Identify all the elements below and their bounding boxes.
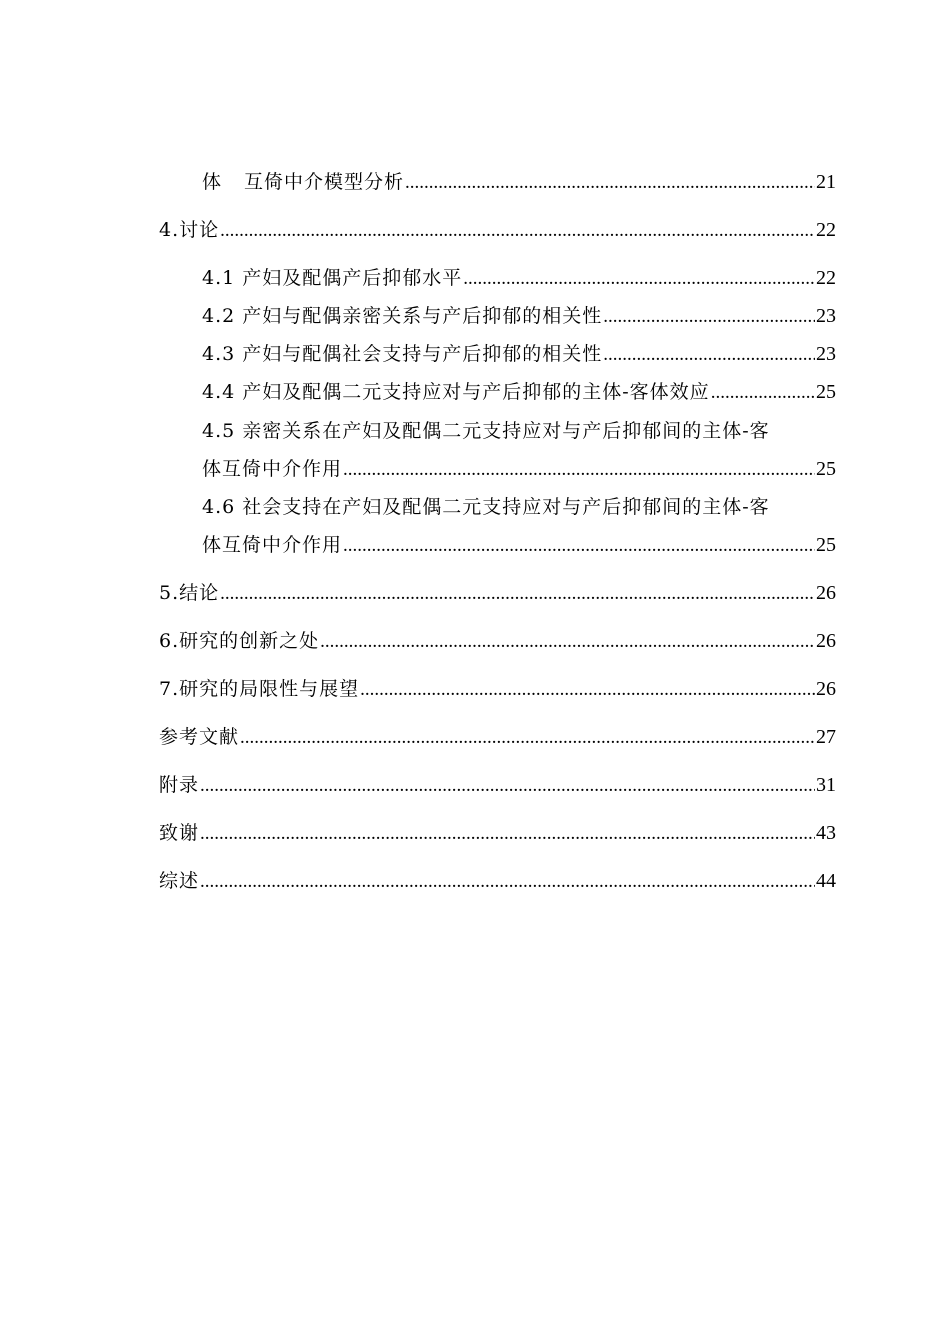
- toc-entry-title: 4.3 产妇与配偶社会支持与产后抑郁的相关性: [202, 343, 603, 365]
- toc-entry-title: 7.研究的局限性与展望: [159, 678, 360, 700]
- toc-entry-review[interactable]: [159, 869, 836, 893]
- toc-entry-4-1[interactable]: [202, 266, 836, 290]
- toc-entry-references[interactable]: [159, 725, 836, 749]
- dot-leader: [463, 267, 815, 291]
- toc-entry-4-6[interactable]: [202, 533, 836, 557]
- toc-entry-title: 附录: [159, 774, 200, 796]
- dot-leader: [343, 534, 815, 558]
- toc-page-number: 27: [816, 726, 836, 748]
- toc-page-number: 25: [816, 534, 836, 556]
- toc-entry-4-6-line1[interactable]: 4.6 社会支持在产妇及配偶二元支持应对与产后抑郁间的主体-客: [202, 496, 770, 518]
- toc-page-number: 23: [816, 305, 836, 327]
- toc-entry-title: 综述: [159, 870, 200, 892]
- toc-page-number: 21: [816, 171, 836, 193]
- toc-entry-acknowledgements[interactable]: [159, 821, 836, 845]
- toc-page-number: 44: [816, 870, 836, 892]
- toc-entry-4-4[interactable]: [202, 380, 836, 404]
- toc-page-number: 22: [816, 267, 836, 289]
- dot-leader: [240, 726, 815, 750]
- toc-page-number: 22: [816, 219, 836, 241]
- dot-leader: [603, 305, 815, 329]
- toc-entry-title: 4.讨论: [159, 219, 220, 241]
- toc-page-number: 26: [816, 630, 836, 652]
- toc-entry-appendix[interactable]: [159, 773, 836, 797]
- toc-page-number: 23: [816, 343, 836, 365]
- dot-leader: [711, 381, 815, 405]
- toc-entry-mediation-model-continued[interactable]: [202, 170, 836, 194]
- toc-page-number: 25: [816, 381, 836, 403]
- toc-entry-title: 4.1 产妇及配偶产后抑郁水平: [202, 267, 463, 289]
- dot-leader: [220, 582, 815, 606]
- toc-entry-4-3[interactable]: [202, 342, 836, 366]
- toc-entry-title: 体互倚中介作用: [202, 458, 343, 480]
- toc-entry-conclusion[interactable]: [159, 581, 836, 605]
- dot-leader: [200, 870, 815, 894]
- dot-leader: [343, 458, 815, 482]
- dot-leader: [405, 171, 815, 195]
- toc-entry-title: 4.4 产妇及配偶二元支持应对与产后抑郁的主体-客体效应: [202, 381, 710, 403]
- toc-entry-4-5[interactable]: [202, 457, 836, 481]
- toc-entry-title: 5.结论: [159, 582, 220, 604]
- dot-leader: [220, 219, 815, 243]
- toc-page-number: 26: [816, 678, 836, 700]
- toc-page-number: 31: [816, 774, 836, 796]
- toc-entry-limitations[interactable]: [159, 677, 836, 701]
- toc-page-number: 43: [816, 822, 836, 844]
- dot-leader: [200, 774, 815, 798]
- dot-leader: [320, 630, 815, 654]
- toc-entry-title: 体互倚中介作用: [202, 534, 343, 556]
- toc-entry-title: 6.研究的创新之处: [159, 630, 320, 652]
- toc-page-number: 26: [816, 582, 836, 604]
- toc-entry-4-2[interactable]: [202, 304, 836, 328]
- toc-entry-title: 参考文献: [159, 726, 240, 748]
- toc-entry-innovation[interactable]: [159, 629, 836, 653]
- dot-leader: [360, 678, 815, 702]
- toc-entry-discussion[interactable]: [159, 218, 836, 242]
- dot-leader: [603, 343, 815, 367]
- toc-entry-4-5-line1[interactable]: 4.5 亲密关系在产妇及配偶二元支持应对与产后抑郁间的主体-客: [202, 420, 770, 442]
- toc-entry-title: 4.2 产妇与配偶亲密关系与产后抑郁的相关性: [202, 305, 603, 327]
- toc-page-number: 25: [816, 458, 836, 480]
- toc-entry-title: 体 互倚中介模型分析: [202, 171, 405, 193]
- dot-leader: [200, 822, 815, 846]
- toc-entry-title: 致谢: [159, 822, 200, 844]
